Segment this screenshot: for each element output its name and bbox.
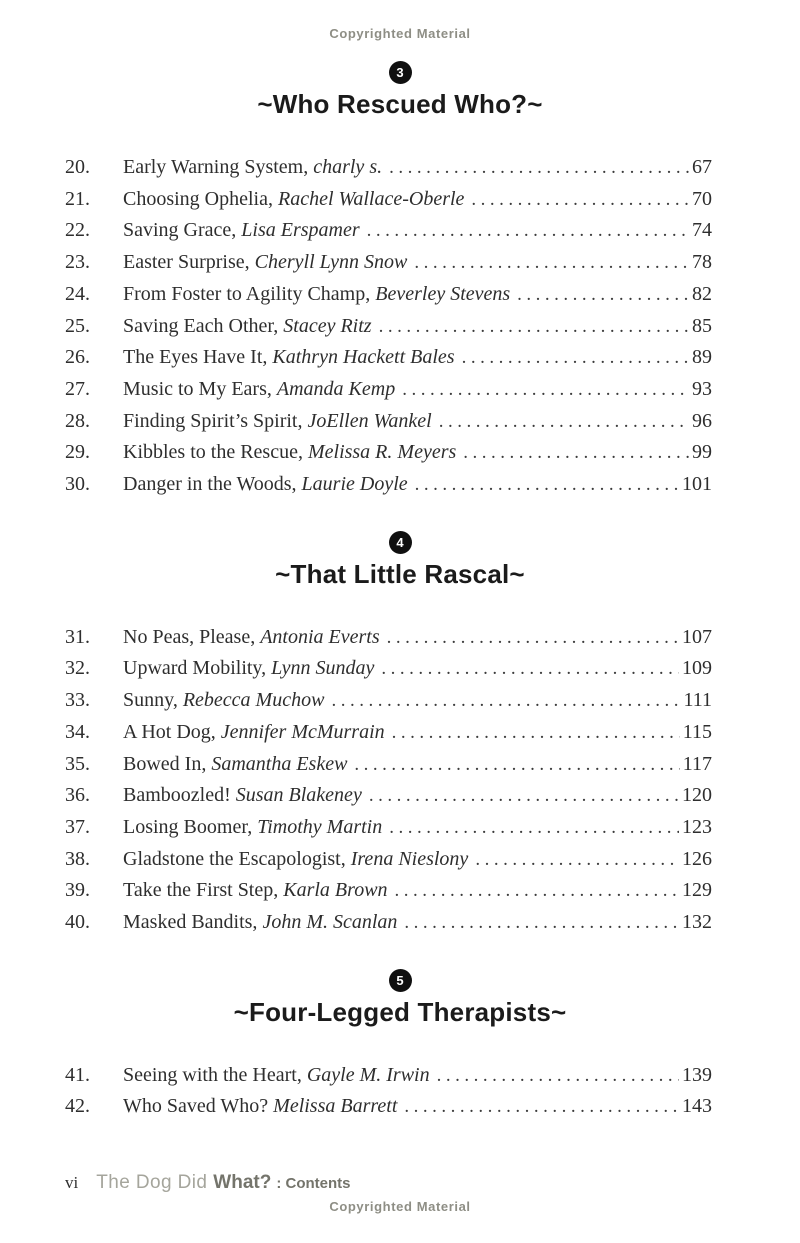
section-number-badge: 3 (389, 61, 412, 84)
entry-title (123, 311, 372, 342)
table-row (65, 152, 712, 184)
table-row (65, 812, 712, 844)
table-row (65, 1091, 712, 1123)
entry-page: 85 (692, 314, 712, 337)
story-title: Upward Mobility, (123, 657, 267, 680)
dot-leader (381, 653, 679, 685)
entry-author: JoEllen Wankel (307, 409, 432, 432)
entry-title (123, 717, 385, 748)
entry-author: Stacey Ritz (283, 314, 372, 337)
entry-number: 29. (65, 441, 90, 464)
story-title: Seeing with the Heart, (123, 1063, 302, 1086)
section-title: ~Four-Legged Therapists~ (233, 996, 567, 1027)
story-title: Finding Spirit’s Spirit, (123, 409, 303, 432)
entry-author: Beverley Stevens (375, 282, 511, 305)
entry-title (123, 184, 464, 215)
story-title: Masked Bandits, (123, 911, 258, 934)
entry-author: Gayle M. Irwin (306, 1063, 430, 1086)
dot-leader (389, 812, 679, 844)
entry-number: 34. (65, 720, 90, 743)
entry-page: 67 (692, 156, 712, 178)
entry-number: 27. (65, 377, 90, 400)
table-row (65, 653, 712, 685)
entry-page: 120 (682, 784, 712, 807)
dot-leader (475, 844, 679, 876)
folio-page-number: vi (65, 1173, 79, 1192)
section-number-badge: 4 (389, 531, 412, 554)
entry-page: 117 (682, 752, 712, 775)
story-title: The Eyes Have It, (123, 346, 268, 369)
entry-title (123, 279, 510, 310)
entry-page: 139 (682, 1063, 712, 1086)
toc-entry-list (65, 622, 712, 939)
story-title: Sunny, (123, 689, 178, 712)
entry-author: Cheryll Lynn Snow (254, 251, 408, 274)
dot-leader (402, 374, 689, 406)
table-row (65, 749, 712, 781)
dot-leader (331, 685, 680, 717)
dot-leader (414, 247, 689, 279)
book-title-bold: What? (213, 1172, 272, 1193)
entry-page: 109 (682, 657, 712, 680)
dot-leader (379, 311, 689, 343)
story-title: Saving Each Other, (123, 314, 279, 337)
table-row (65, 437, 712, 469)
entry-page: 107 (682, 625, 712, 648)
section-that-little-rascal (0, 531, 800, 939)
dot-leader (439, 406, 689, 438)
story-title: No Peas, Please, (123, 625, 256, 648)
story-title: Kibbles to the Rescue, (123, 441, 303, 464)
entry-title (123, 622, 380, 653)
entry-page: 123 (682, 815, 712, 838)
running-footer (65, 1172, 351, 1194)
book-title-regular: The Dog Did (96, 1172, 208, 1193)
entry-title (123, 907, 397, 938)
entry-number: 41. (65, 1063, 90, 1086)
story-title: Saving Grace, (123, 219, 237, 242)
table-row (65, 622, 712, 654)
entry-title (123, 685, 324, 716)
entry-author: Susan Blakeney (235, 784, 362, 807)
table-row (65, 685, 712, 717)
entry-number: 23. (65, 251, 90, 274)
entry-title (123, 1091, 397, 1122)
section-title: ~That Little Rascal~ (275, 558, 525, 589)
entry-number: 24. (65, 282, 90, 305)
entry-number: 33. (65, 689, 90, 712)
entry-author: Lynn Sunday (271, 657, 375, 680)
section-header (0, 61, 800, 120)
toc-entry-list (65, 152, 712, 501)
entry-author: Melissa Barrett (273, 1095, 398, 1118)
contents-label: : Contents (276, 1175, 351, 1192)
table-row (65, 717, 712, 749)
entry-page: 101 (682, 473, 712, 496)
entry-number: 36. (65, 784, 90, 807)
table-row (65, 907, 712, 939)
section-number-badge: 5 (389, 969, 412, 992)
table-row (65, 1060, 712, 1092)
story-title: Losing Boomer, (123, 815, 253, 838)
dot-leader (437, 1060, 679, 1092)
entry-author: Antonia Everts (260, 625, 380, 648)
entry-author: Jennifer McMurrain (220, 720, 385, 743)
story-title: Early Warning System, (123, 156, 309, 178)
entry-number: 38. (65, 847, 90, 870)
section-title: ~Who Rescued Who?~ (257, 89, 543, 119)
section-who-rescued-who (0, 61, 800, 501)
entry-page: 99 (692, 441, 712, 464)
entry-page: 115 (682, 720, 712, 743)
entry-page: 78 (692, 251, 712, 274)
dot-leader (392, 717, 680, 749)
entry-author: Rebecca Muchow (182, 689, 325, 712)
table-row (65, 406, 712, 438)
section-header (0, 969, 800, 1028)
entry-number: 28. (65, 409, 90, 432)
story-title: Danger in the Woods, (123, 473, 297, 496)
dot-leader (367, 215, 689, 247)
entry-page: 96 (692, 409, 712, 432)
dot-leader (387, 622, 679, 654)
dot-leader (354, 749, 679, 781)
dot-leader (395, 875, 679, 907)
entry-number: 39. (65, 879, 90, 902)
entry-author: Melissa R. Meyers (307, 441, 457, 464)
table-row (65, 311, 712, 343)
story-title: Music to My Ears, (123, 377, 272, 400)
entry-title (123, 247, 407, 278)
toc-entry-list (65, 1060, 712, 1123)
entry-page: 132 (682, 911, 712, 934)
table-row (65, 247, 712, 279)
entry-title (123, 780, 362, 811)
story-title: A Hot Dog, (123, 720, 216, 743)
story-title: Easter Surprise, (123, 251, 250, 274)
copyright-notice-bottom: Copyrighted Material (329, 1199, 471, 1214)
story-title: Take the First Step, (123, 879, 279, 902)
entry-title (123, 215, 360, 246)
entry-author: Karla Brown (283, 879, 388, 902)
dot-leader (471, 184, 689, 216)
entry-number: 32. (65, 657, 90, 680)
entry-number: 26. (65, 346, 90, 369)
entry-title (123, 152, 382, 183)
dot-leader (369, 780, 679, 812)
entry-author: Amanda Kemp (276, 377, 396, 400)
entry-page: 143 (682, 1095, 712, 1118)
table-row (65, 215, 712, 247)
entry-page: 126 (682, 847, 712, 870)
table-row (65, 875, 712, 907)
entry-author: charly s. (313, 156, 383, 178)
table-row (65, 469, 712, 501)
dot-leader (404, 1091, 679, 1123)
entry-title (123, 844, 468, 875)
entry-author: Samantha Eskew (211, 752, 348, 775)
entry-title (123, 342, 455, 373)
table-row (65, 374, 712, 406)
entry-author: Timothy Martin (257, 815, 383, 838)
entry-title (123, 812, 382, 843)
entry-page: 89 (692, 346, 712, 369)
section-header (0, 531, 800, 590)
entry-title (123, 406, 432, 437)
entry-author: Kathryn Hackett Bales (272, 346, 455, 369)
entry-page: 70 (692, 187, 712, 210)
entry-number: 42. (65, 1095, 90, 1118)
story-title: From Foster to Agility Champ, (123, 282, 371, 305)
entry-title (123, 653, 374, 684)
entry-number: 22. (65, 219, 90, 242)
entry-page: 82 (692, 282, 712, 305)
entry-number: 30. (65, 473, 90, 496)
entry-title (123, 749, 347, 780)
entry-title (123, 1060, 430, 1091)
table-row (65, 279, 712, 311)
entry-title (123, 374, 395, 405)
entry-number: 35. (65, 752, 90, 775)
entry-author: Lisa Erspamer (241, 219, 360, 242)
entry-number: 25. (65, 314, 90, 337)
entry-author: Rachel Wallace-Oberle (278, 187, 465, 210)
story-title: Bowed In, (123, 752, 207, 775)
story-title: Bamboozled! (123, 784, 231, 807)
section-four-legged-therapists (0, 969, 800, 1123)
entry-page: 74 (692, 219, 712, 242)
entry-author: John M. Scanlan (262, 911, 398, 934)
entry-author: Laurie Doyle (301, 473, 408, 496)
entry-number: 31. (65, 625, 90, 648)
story-title: Gladstone the Escapologist, (123, 847, 346, 870)
table-row (65, 780, 712, 812)
entry-number: 40. (65, 911, 90, 934)
entry-author: Irena Nieslony (350, 847, 469, 870)
entry-title (123, 875, 388, 906)
story-title: Choosing Ophelia, (123, 187, 273, 210)
entry-title (123, 469, 408, 500)
entry-page: 93 (692, 377, 712, 400)
story-title: Who Saved Who? (123, 1095, 269, 1118)
table-row (65, 844, 712, 876)
dot-leader (463, 437, 689, 469)
dot-leader (389, 152, 689, 184)
table-row (65, 342, 712, 374)
dot-leader (415, 469, 679, 501)
entry-page: 129 (682, 879, 712, 902)
dot-leader (517, 279, 689, 311)
table-row (65, 184, 712, 216)
dot-leader (462, 342, 689, 374)
entry-page: 111 (683, 689, 712, 712)
entry-number: 21. (65, 187, 90, 210)
dot-leader (404, 907, 679, 939)
copyright-notice-top: Copyrighted Material (329, 26, 471, 41)
entry-number: 20. (65, 156, 90, 178)
entry-number: 37. (65, 815, 90, 838)
entry-title (123, 437, 456, 468)
